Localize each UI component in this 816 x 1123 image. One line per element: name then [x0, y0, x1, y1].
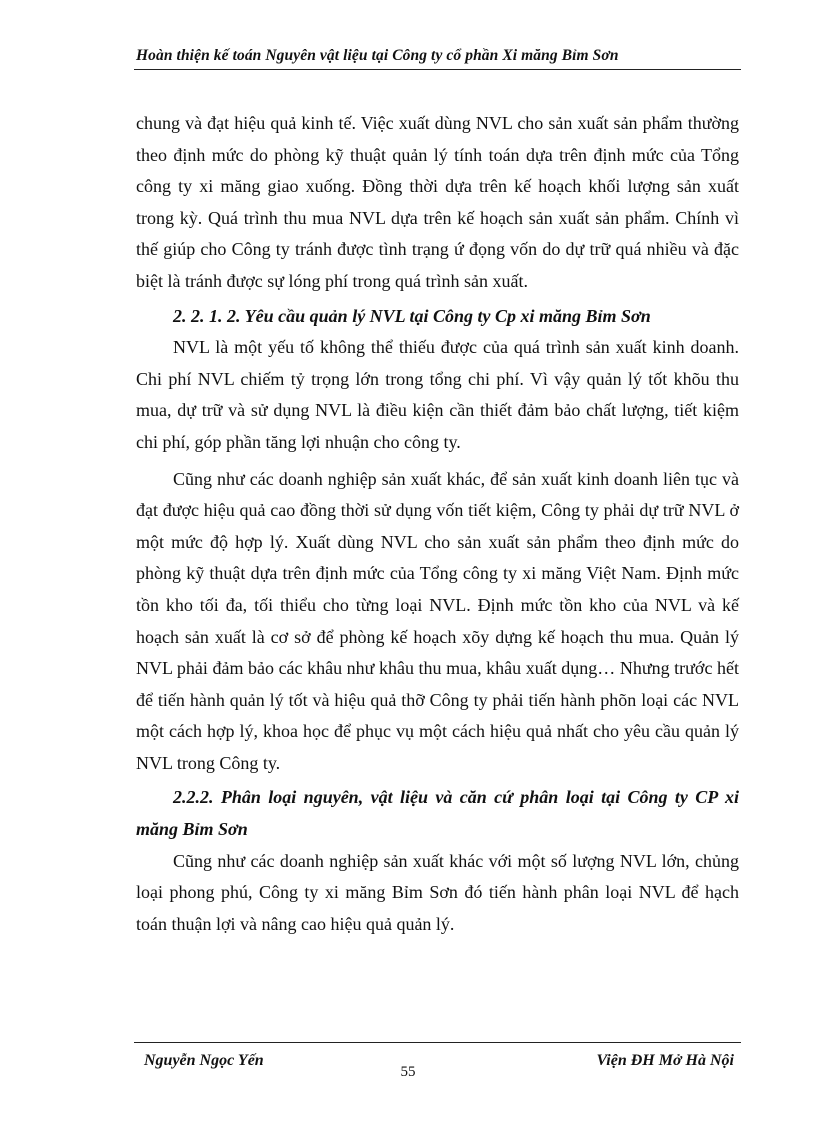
- body-paragraph-3: Cũng như các doanh nghiệp sản xuất khác, để sản xuất kinh doanh liên tục và đạt được hiệu quả cao đồng thời sử dụng vốn tiết kiệm, Công ty phải dự trữ NVL ở một mức độ hợp lý. Xuất dùng NVL cho sản xuất sản phẩm theo định mức do phòng kỹ thuật dựa trên định mức của Tổng công ty xi măng Việt Nam. Định mức tồn kho tối đa, tối thiểu cho từng loại NVL. Định mức tồn kho của NVL và kế hoạch sản xuất là cơ sở để phòng kế hoạch xõy dựng kế hoạch thu mua. Quản lý NVL phải đảm bảo các khâu như khâu thu mua, khâu xuất dụng… Nhưng trước hết để tiến hành quản lý tốt và hiệu quả thỡ Công ty phải tiến hành phõn loại các NVL một cách hợp lý, khoa học để phục vụ một cách hiệu quả nhất cho yêu cầu quản lý NVL trong Công ty.: [136, 468, 739, 773]
- footer-author: Nguyễn Ngọc Yến: [144, 1052, 264, 1069]
- header-divider: [134, 69, 741, 70]
- running-header-title: Hoàn thiện kế toán Nguyên vật liệu tại Công ty cổ phần Xi măng Bỉm Sơn: [136, 47, 619, 64]
- page-number: 55: [400, 1064, 416, 1080]
- body-paragraph-4: Cũng như các doanh nghiệp sản xuất khác với một số lượng NVL lớn, chủng loại phong phú, Công ty xi măng Bỉm Sơn đó tiến hành phân loại NVL để hạch toán thuận lợi và nâng cao hiệu quả quản lý.: [136, 850, 739, 934]
- body-paragraph-2: NVL là một yếu tố không thể thiếu được của quá trình sản xuất kinh doanh. Chi phí NVL chiếm tỷ trọng lớn trong tổng chi phí. Vì vậy quản lý tốt khõu thu mua, dự trữ và sử dụng NVL là điều kiện cần thiết đảm bảo chất lượng, tiết kiệm chi phí, góp phần tăng lợi nhuận cho công ty.: [136, 337, 739, 452]
- footer-institution: Viện ĐH Mở Hà Nội: [596, 1052, 734, 1069]
- page-body: [136, 108, 739, 940]
- body-paragraph-1: chung và đạt hiệu quả kinh tế. Việc xuất dùng NVL cho sản xuất sản phẩm thường theo định mức do phòng kỹ thuật quản lý tính toán dựa trên định mức của Tổng công ty xi măng giao xuống. Đồng thời dựa trên kế hoạch khối lượng sản xuất trong kỳ. Quá trình thu mua NVL dựa trên kế hoạch sản xuất sản phẩm. Chính vì thế giúp cho Công ty tránh được tình trạng ứ đọng vốn do dự trữ quá nhiều và đặc biệt là tránh được sự lóng phí trong quá trình sản xuất.: [136, 113, 739, 291]
- section-heading-2-2-1-2: 2. 2. 1. 2. Yêu cầu quản lý NVL tại Công ty Cp xi măng Bỉm Sơn: [173, 305, 651, 326]
- section-heading-2-2-2: 2.2.2. Phân loại nguyên, vật liệu và căn cứ phân loại tại Công ty CP xi măng Bỉm Sơn: [136, 787, 739, 840]
- footer-divider: [134, 1042, 741, 1043]
